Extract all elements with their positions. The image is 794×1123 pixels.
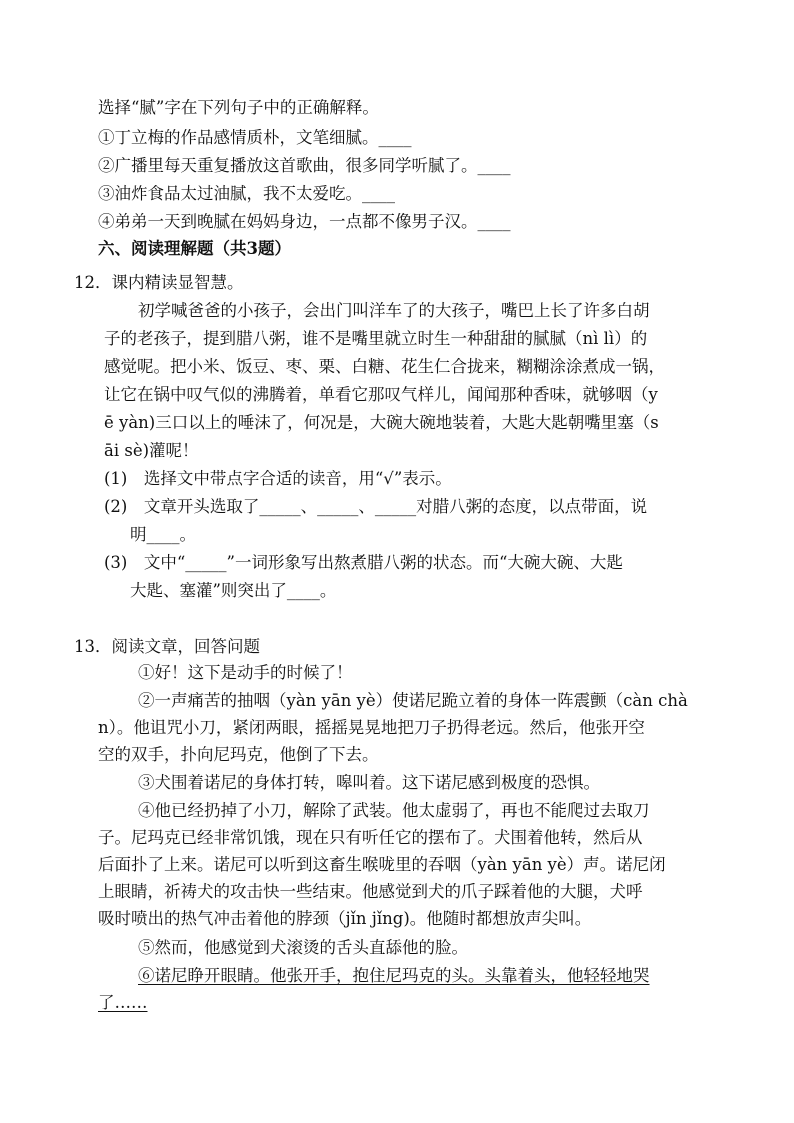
paragraph-line: ④他已经扔掉了小刀，解除了武装。他太虚弱了，再也不能爬过去取刀 bbox=[138, 801, 650, 820]
passage-line: 子的老孩子，提到腊八粥，谁不是嘴里就立时生一种甜甜的腻腻（nì lì）的 bbox=[104, 329, 648, 348]
subquestion-3: (3) 文中“_____”一词形象写出熬煮腊八粥的状态。而“大碗大碗、大匙 bbox=[104, 553, 623, 572]
passage-line: 让它在锅中叹气似的沸腾着，单看它那叹气样儿，闻闻那种香味，就够咽（y bbox=[104, 385, 658, 404]
question-13-title: 13．阅读文章，回答问题 bbox=[74, 637, 260, 656]
paragraph-line: ①好！这下是动手的时候了！ bbox=[138, 663, 353, 682]
section-heading: 六、阅读理解题（共3题） bbox=[98, 239, 291, 258]
paragraph-line: ⑤然而，他感觉到犬滚烫的舌头直舔他的脸。 bbox=[138, 938, 468, 957]
option-1: ①丁立梅的作品感情质朴，文笔细腻。____ bbox=[98, 128, 412, 147]
paragraph-line: 后面扑了上来。诺尼可以听到这畜生喉咙里的吞咽（yàn yān yè）声。诺尼闭 bbox=[98, 855, 666, 874]
paragraph-line: ②一声痛苦的抽咽（yàn yān yè）使诺尼跪立着的身体一阵震颤（càn chà bbox=[138, 691, 688, 710]
option-3: ③油炸食品太过油腻，我不太爱吃。____ bbox=[98, 184, 395, 203]
paragraph-line: ③犬围着诺尼的身体打转，嗥叫着。这下诺尼感到极度的恐惧。 bbox=[138, 773, 600, 792]
paragraph-line: 子。尼玛克已经非常饥饿，现在只有听任它的摆布了。犬围着他转，然后从 bbox=[98, 828, 643, 847]
passage-line: 初学喊爸爸的小孩子，会出门叫洋车了的大孩子，嘴巴上长了许多白胡 bbox=[138, 301, 650, 320]
paragraph-line: 吸时喷出的热气冲击着他的脖颈（jǐn jǐng)。他随时都想放声尖叫。 bbox=[98, 909, 592, 928]
passage-line: 感觉呢。把小米、饭豆、枣、栗、白糖、花生仁合拢来，糊糊涂涂煮成一锅， bbox=[104, 357, 665, 376]
passage-line: āi sè)灌呢！ bbox=[104, 441, 199, 460]
subquestion-1: (1) 选择文中带点字合适的读音，用“√”表示。 bbox=[104, 469, 452, 488]
question-intro: 选择“腻”字在下列句子中的正确解释。 bbox=[98, 98, 379, 117]
underlined-sentence-cont: 了…… bbox=[98, 993, 148, 1012]
subquestion-2-cont: 明____。 bbox=[130, 525, 196, 544]
paragraph-line: n）。他诅咒小刀，紧闭两眼，摇摇晃晃地把刀子扔得老远。然后，他张开空 bbox=[98, 718, 645, 737]
question-12-title: 12．课内精读显智慧。 bbox=[74, 273, 244, 292]
paragraph-line: 上眼睛，祈祷犬的攻击快一些结束。他感觉到犬的爪子踩着他的大腿，犬呼 bbox=[98, 882, 643, 901]
paragraph-line: 空的双手，扑向尼玛克，他倒了下去。 bbox=[98, 745, 379, 764]
option-2: ②广播里每天重复播放这首歌曲，很多同学听腻了。____ bbox=[98, 156, 511, 175]
subquestion-2: (2) 文章开头选取了_____、_____、_____对腊八粥的态度，以点带面，说 bbox=[104, 497, 648, 516]
option-4: ④弟弟一天到晚腻在妈妈身边，一点都不像男子汉。____ bbox=[98, 212, 511, 231]
underlined-sentence: ⑥诺尼睁开眼睛。他张开手，抱住尼玛克的头。头靠着头，他轻轻地哭 bbox=[138, 966, 650, 985]
passage-line: ē yàn)三口以上的唾沫了，何况是，大碗大碗地装着，大匙大匙朝嘴里塞（s bbox=[104, 413, 659, 432]
subquestion-3-cont: 大匙、塞灌”则突出了____。 bbox=[130, 581, 337, 600]
